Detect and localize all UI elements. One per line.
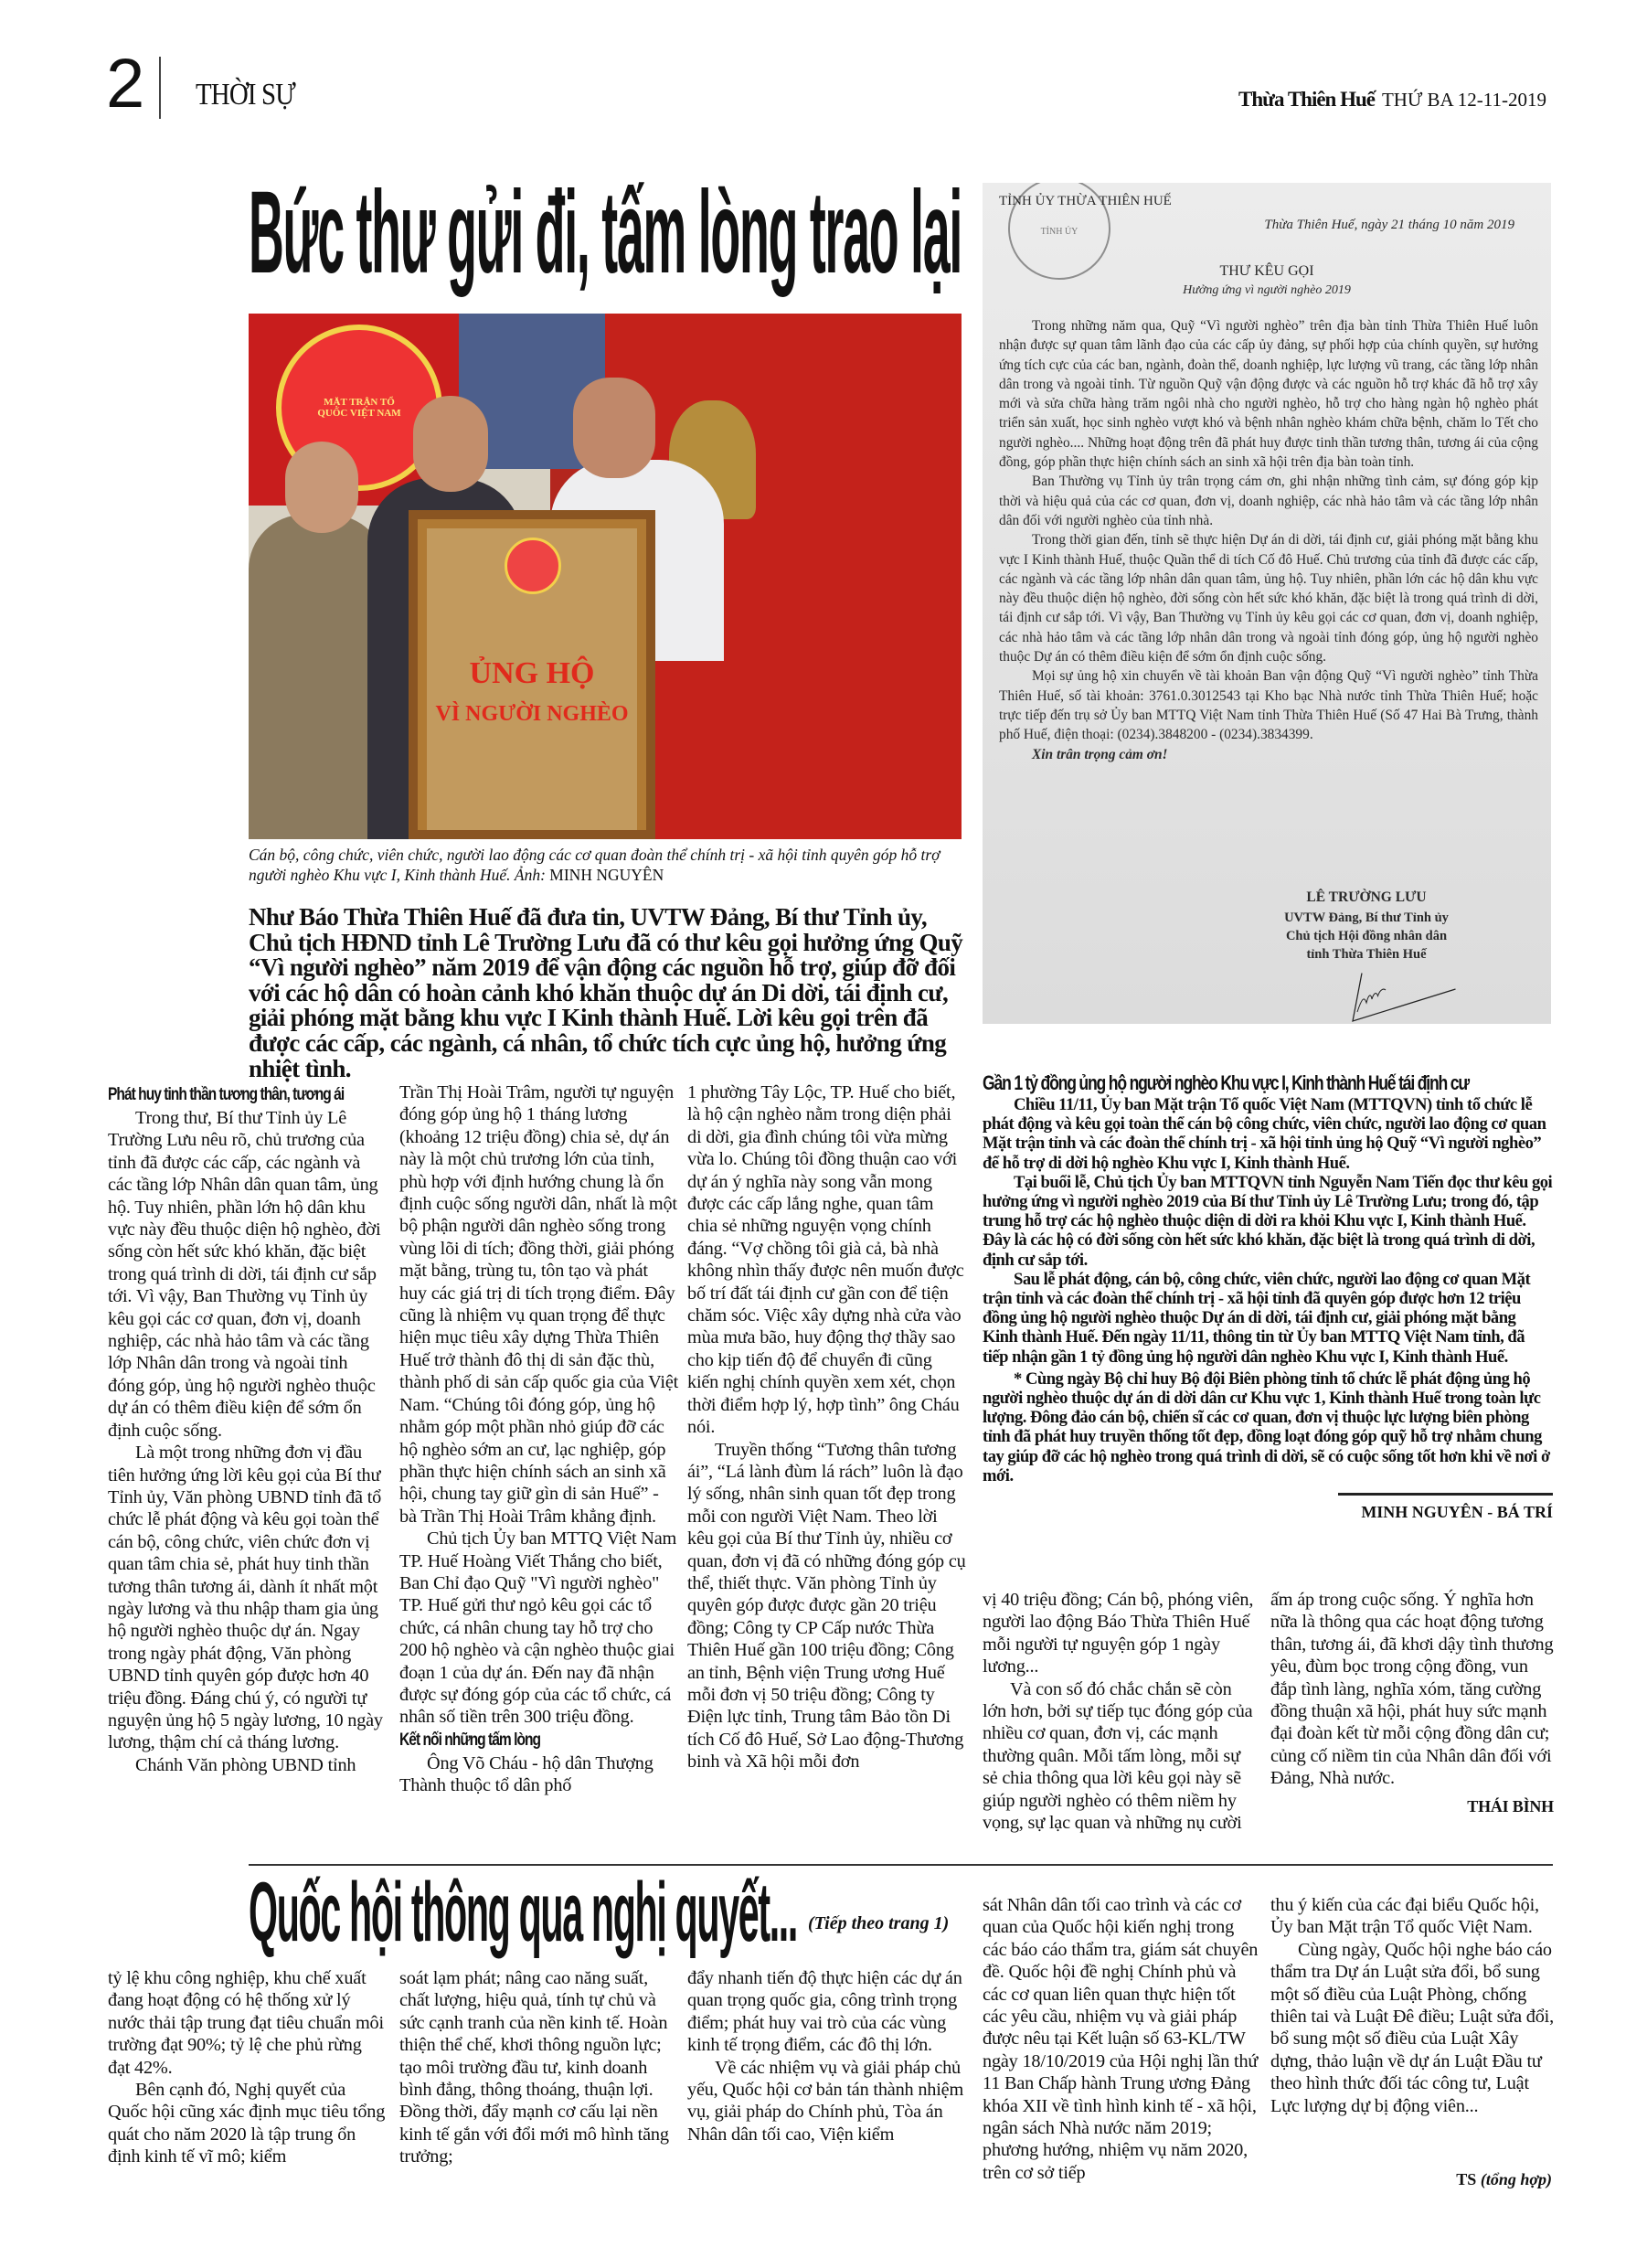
photo-credit: MINH NGUYÊN <box>549 866 664 884</box>
handwritten-signature <box>1284 971 1522 1024</box>
paragraph: Trần Thị Hoài Trâm, người tự nguyện đóng góp ủng hộ 1 tháng lương (khoảng 12 triệu đồng) chia sẻ, dự án này là một chủ trương lớn của tỉnh, phù hợp với định hướng chung là ổn định cuộc sống người dân, nhất là một bộ phận người dân nghèo sống trong vùng lõi di tích; đồng thời, giải phóng mặt bằng, trùng tu, tôn tạo và phát huy các giá trị di tích trọng điểm. Đây cũng là nhiệm vụ quan trọng để thực hiện mục tiêu xây dựng Thừa Thiên Huế trở thành đô thị di sản đặc thù, thành phố di sản cấp quốc gia của Việt Nam. “Chúng tôi đóng góp, ủng hộ nhằm góp một phần nhỏ giúp đỡ các hộ nghèo sớm an cư, lạc nghiệp, góp phần thực hiện chính sách an sinh xã hội, chung tay giữ gìn di sản Huế” - bà Trần Thị Hoài Trâm khẳng định. <box>399 1082 679 1527</box>
article2-title <box>249 1866 962 1959</box>
ballot-box-logo <box>505 538 561 594</box>
sidebar-paragraph: Chiều 11/11, Ủy ban Mặt trận Tổ quốc Việt Nam (MTTQVN) tỉnh tổ chức lễ phát động và kêu gọi toàn thể cán bộ công chức, viên chức, người lao động cơ quan Mặt trận tỉnh và các đoàn thể chính trị - xã hội tỉnh ủng hộ Quỹ “Vì người nghèo” để hỗ trợ di dời hộ nghèo Khu vực I, Kinh thành Huế. <box>983 1095 1546 1173</box>
paragraph: Về các nhiệm vụ và giải pháp chủ yếu, Quốc hội cơ bản tán thành nhiệm vụ, giải pháp do Chính phủ, Tòa án Nhân dân tối cao, Viện kiểm <box>687 2057 964 2145</box>
caption-text: Cán bộ, công chức, viên chức, người lao động các cơ quan đoàn thể chính trị - xã hội tỉnh quyên góp hỗ trợ người nghèo Khu vực I, Kinh thành Huế. Ảnh: <box>249 846 940 884</box>
letter-paragraph: Ban Thường vụ Tỉnh ủy trân trọng cám ơn, ghi nhận những tình cảm, sự đóng góp kịp thời và hiệu quả của các cơ quan, đơn vị, doanh nghiệp, các nhà hảo tâm và các tầng lớp nhân dân đối với người nghèo của tỉnh nhà. <box>999 474 1538 528</box>
front-logo-text: MẶT TRẬN TỔ QUỐC VIỆT NAM <box>317 397 401 419</box>
article2-column-3 <box>687 1967 967 2146</box>
sidebar-byline: MINH NGUYÊN - BÁ TRÍ <box>1361 1503 1553 1522</box>
page-number-divider <box>159 57 161 119</box>
byline-note: (tổng hợp) <box>1480 2170 1552 2188</box>
paragraph: sát Nhân dân tối cao trình và các cơ quan của Quốc hội kiến nghị trong các báo cáo thẩm tra, giám sát chuyên đề. Quốc hội đề nghị Chính phủ và các cơ quan liên quan thực hiện tốt các yêu cầu, nhiệm vụ và giải pháp được nêu tại Kết luận số 63-KL/TW ngày 18/10/2019 của Hội nghị lần thứ 11 Ban Chấp hành Trung ương Đảng khóa XII về tình hình kinh tế - xã hội, ngân sách Nhà nước năm 2019; phương hướng, nhiệm vụ năm 2020, trên cơ sở tiếp <box>983 1895 1259 2183</box>
sidebar-news-box <box>983 1071 1553 1522</box>
letter-paragraph: Trong những năm qua, Quỹ “Vì người nghèo” trên địa bàn tỉnh Thừa Thiên Huế luôn nhận được sự quan tâm lãnh đạo của các cấp ủy đảng, sự phối hợp của chính quyền, sự hưởng ứng tích cực của các ban, ngành, đoàn thể, doanh nghiệp, lực lượng vũ trang, các tầng lớp nhân dân trong và ngoài tỉnh. Từ nguồn Quỹ vận động được và các nguồn hỗ trợ khác đã hỗ trợ xây mới và sửa chữa hàng trăm ngôi nhà cho người nghèo, hỗ trợ cho hàng ngàn hộ nghèo phát triển sản xuất, học sinh nghèo vượt khó và bệnh nhân nghèo khám chữa bệnh, chăm lo Tết cho người nghèo.... Những hoạt động trên đã phát huy được tinh thần tương thân, tương ái của cộng đồng, góp phần thực hiện chính sách an sinh xã hội trên địa bàn toàn tỉnh. <box>999 318 1538 471</box>
paragraph: đẩy nhanh tiến độ thực hiện các dự án quan trọng quốc gia, công trình trọng điểm; phát huy vai trò của các vùng kinh tế trọng điểm, các đô thị lớn. <box>687 1968 962 2056</box>
body-column-3 <box>687 1081 967 1773</box>
continued-from-note[interactable]: (Tiếp theo trang 1) <box>808 1913 950 1933</box>
subheading: Kết nối những tấm lòng <box>399 1730 541 1750</box>
ballot-box-text-1: ỦNG HỘ <box>469 656 595 690</box>
letter-thanks: Xin trân trọng cảm ơn! <box>1032 746 1168 762</box>
section-name: THỜI SỰ <box>196 78 295 112</box>
paragraph: tỷ lệ khu công nghiệp, khu chế xuất đang hoạt động có hệ thống xử lý nước thải tập trung đạt tiêu chuẩn môi trường đạt 90%; tỷ lệ che phủ rừng đạt 42%. <box>108 1968 384 2078</box>
letter-paragraph: Trong thời gian đến, tỉnh sẽ thực hiện Dự án di dời, tái định cư, giải phóng mặt bằng khu vực I Kinh thành Huế, thuộc Quần thể di tích Cố đô Huế. Chủ trương của tỉnh đã được các cấp, các ngành và các tầng lớp nhân dân quan tâm, ủng hộ. Tuy nhiên, phần lớn các hộ dân khu vực này đều thuộc diện hộ nghèo, đời sống còn hết sức khó khăn, đặc biệt là trong quá trình di dời, tái định cư sắp tới. Vì vậy, Ban Thường vụ Tỉnh ủy kêu gọi các cơ quan, đơn vị, doanh nghiệp, các nhà hảo tâm và các tầng lớp nhân dân trong và ngoài tỉnh đóng góp, ủng hộ người nghèo thuộc Dự án có thêm điều kiện để sớm ổn định cuộc sống. <box>999 532 1538 665</box>
paragraph: Chủ tịch Ủy ban MTTQ Việt Nam TP. Huế Hoàng Viết Thắng cho biết, Ban Chỉ đạo Quỹ "Vì người nghèo" TP. Huế gửi thư ngỏ kêu gọi các tổ chức, cá nhân chung tay hỗ trợ cho 200 hộ nghèo và cận nghèo thuộc giai đoạn 1 của dự án. Đến nay đã nhận được sự đóng góp của các tổ chức, cá nhân số tiền trên 300 triệu đồng. <box>399 1528 677 1728</box>
paragraph: thu ý kiến của các đại biểu Quốc hội, Ủy ban Mặt trận Tổ quốc Việt Nam. <box>1270 1895 1539 1938</box>
paragraph: soát lạm phát; nâng cao năng suất, chất lượng, hiệu quả, tính tự chủ và sức cạnh tranh của nền kinh tế. Hoàn thiện thể chế, khơi thông nguồn lực; tạo môi trường đầu tư, kinh doanh bình đẳng, thông thoáng, thuận lợi. Đồng thời, đẩy mạnh cơ cấu lại nền kinh tế gắn với đổi mới mô hình tăng trưởng; <box>399 1968 669 2167</box>
article2-column-1 <box>108 1967 388 2168</box>
sidebar-paragraph: Tại buổi lễ, Chủ tịch Ủy ban MTTQVN tỉnh Nguyễn Nam Tiến đọc thư kêu gọi hưởng ứng vì người nghèo 2019 của Bí thư Tỉnh ủy Lê Trường Lưu; trong đó, tập trung hỗ trợ các hộ nghèo thuộc diện di dời ra khỏi Khu vực I, Kinh thành Huế. Đây là các hộ có đời sống còn hết sức khó khăn, đặc biệt là trong quá trình di dời, định cư sắp tới. <box>983 1172 1553 1270</box>
body-column-4 <box>983 1589 1257 1834</box>
article-title-text: Bức thư gửi đi, tấm lòng trao lại <box>249 167 962 298</box>
body-column-1 <box>108 1083 388 1776</box>
paragraph: Trong thư, Bí thư Tỉnh ủy Lê Trường Lưu nêu rõ, chủ trương của tỉnh đã được các cấp, các ngành và các tầng lớp Nhân dân quan tâm, ủng hộ. Tuy nhiên, phần lớn hộ dân khu vực này đều thuộc diện hộ nghèo, đời sống còn hết sức khó khăn, đặc biệt trong quá trình di dời, tái định cư sắp tới. Vì vậy, Ban Thường vụ Tỉnh ủy kêu gọi các cơ quan, đơn vị, doanh nghiệp, các nhà hảo tâm và các tầng lớp Nhân dân trong và ngoài tỉnh đóng góp, ủng hộ người nghèo thuộc dự án có thêm điều kiện để sớm ổn định cuộc sống. <box>108 1108 381 1441</box>
article2-byline <box>1456 2170 1552 2189</box>
paragraph: Truyền thống “Tương thân tương ái”, “Lá lành đùm lá rách” luôn là đạo lý sống, nhân sinh quan tốt đẹp trong mỗi con người Việt Nam. Theo lời kêu gọi của Bí thư Tỉnh ủy, nhiều cơ quan, đơn vị đã có những đóng góp cụ thể, thiết thực. Văn phòng Tỉnh ủy quyên góp được được gần 20 triệu đồng; Công ty CP Cấp nước Thừa Thiên Huế gần 100 triệu đồng; Công an tỉnh, Bệnh viện Trung ương Huế mỗi đơn vị 50 triệu đồng; Công ty Điện lực tỉnh, Trung tâm Bảo tồn Di tích Cố đô Huế, Sở Lao động-Thương binh và Xã hội mỗi đơn <box>687 1439 966 1773</box>
letter-date: Thừa Thiên Huế, ngày 21 tháng 10 năm 2019 <box>1264 218 1514 232</box>
article-photo <box>249 314 962 839</box>
letter-subtitle: Hưởng ứng vì người nghèo 2019 <box>1183 283 1351 297</box>
sidebar-paragraph: Sau lễ phát động, cán bộ, công chức, viên chức, người lao động cơ quan Mặt trận tỉnh và các đoàn thể chính trị - xã hội tỉnh đã quyên góp được hơn 12 triệu đồng ủng hộ người nghèo thuộc Dự án di dời, tái định cư, giải phóng mặt bằng Kinh thành Huế. Đến ngày 11/11, thông tin từ Ủy ban MTTQ Việt Nam tỉnh, đã tiếp nhận gần 1 tỷ đồng ủng hộ người dân nghèo Khu vực I, Kinh thành Huế. <box>983 1269 1531 1367</box>
ballot-box-text-2: VÌ NGƯỜI NGHÈO <box>435 702 629 726</box>
article2-title-text: Quốc hội thông qua nghị quyết... <box>249 1866 797 1959</box>
paragraph: Cùng ngày, Quốc hội nghe báo cáo thẩm tra Dự án Luật sửa đổi, bổ sung một số điều của Luật Phòng, chống thiên tai và Luật Đê điều; Luật sửa đổi, bổ sung một số điều của Luật Xây dựng, thảo luận về dự án Luật Đầu tư theo hình thức đối tác công tư, Luật Lực lượng dự bị động viên... <box>1270 1939 1554 2116</box>
letter-org: TỈNH ỦY THỪA THIÊN HUẾ <box>999 194 1172 208</box>
signer-title: UVTW Đảng, Bí thư Tỉnh ủy <box>1284 910 1449 925</box>
body-column-2 <box>399 1081 679 1797</box>
article-title <box>249 167 962 298</box>
page-number: 2 <box>106 45 145 122</box>
paragraph: 1 phường Tây Lộc, TP. Huế cho biết, là hộ cận nghèo nằm trong diện phải di dời, gia đình chúng tôi vừa mừng vừa lo. Chúng tôi đồng thuận cao với dự án ý nghĩa này song vẫn mong được các cấp lắng nghe, quan tâm chia sẻ những nguyện vọng chính đáng. “Vợ chồng tôi già cả, bà nhà không nhìn thấy được nên muốn được bố trí đất tái định cư gần con để tiện chăm sóc. Việc xây dựng nhà cửa vào mùa mưa bão, huy động thợ thầy sao cho kịp tiến độ để chuyển đi cũng kiến nghị chính quyền xem xét, chọn thời điểm hợp lý, hợp tình” ông Cháu nói. <box>687 1082 964 1438</box>
paragraph: Ông Võ Cháu - hộ dân Thượng Thành thuộc tổ dân phố <box>399 1752 653 1796</box>
paragraph: Bên cạnh đó, Nghị quyết của Quốc hội cũng xác định mục tiêu tổng quát cho năm 2020 là tập trung ổn định kinh tế vĩ mô; kiểm <box>108 2080 386 2167</box>
letter-title: THƯ KÊU GỌI <box>1219 263 1314 279</box>
seal-stamp: TỈNH ỦY <box>1008 183 1110 280</box>
paragraph: vị 40 triệu đồng; Cán bộ, phóng viên, người lao động Báo Thừa Thiên Huế mỗi người tự nguyện góp 1 ngày lương... <box>983 1590 1254 1677</box>
byline: THÁI BÌNH <box>1467 1796 1554 1815</box>
signer-title: Chủ tịch Hội đồng nhân dân <box>1285 929 1448 943</box>
signer-name: LÊ TRƯỜNG LƯU <box>1306 889 1427 905</box>
masthead <box>1238 88 1546 112</box>
article2-column-5 <box>1270 1894 1554 2117</box>
article-lead: Như Báo Thừa Thiên Huế đã đưa tin, UVTW Đảng, Bí thư Tỉnh ủy, Chủ tịch HĐND tỉnh Lê Trường Lưu đã có thư kêu gọi hưởng ứng Quỹ “Vì người nghèo” năm 2019 để vận động các nguồn hỗ trợ, giúp đỡ đối với các hộ dân có hoàn cảnh khó khăn thuộc dự án Di dời, tái định cư, giải phóng mặt bằng khu vực I Kinh thành Huế. Lời kêu gọi trên đã được các cấp, các ngành, cá nhân, tổ chức tích cực ủng hộ, hưởng ứng nhiệt tình. <box>249 903 963 1082</box>
photo-caption <box>249 845 971 885</box>
person-middle-head <box>413 396 488 492</box>
letter-body <box>999 316 1538 764</box>
article2-column-4 <box>983 1894 1262 2184</box>
body-column-5 <box>1270 1589 1554 1817</box>
letter-signature-block <box>1257 889 1476 964</box>
ballot-box <box>409 510 655 839</box>
subheading: Phát huy tinh thần tương thân, tương ái <box>108 1085 345 1104</box>
appeal-letter-image <box>983 183 1551 1024</box>
person-left <box>249 515 386 839</box>
issue-date: THỨ BA 12-11-2019 <box>1381 89 1546 111</box>
sidebar-heading: Gần 1 tỷ đồng ủng hộ người nghèo Khu vực I, Kinh thành Huế tái định cư <box>983 1071 1469 1094</box>
sidebar-paragraph: * Cùng ngày Bộ chỉ huy Bộ đội Biên phòng tỉnh tổ chức lễ phát động ủng hộ người nghèo thuộc dự án di dời dân cư Khu vực 1, Kinh thành Huế trong toàn lực lượng. Đông đảo cán bộ, chiến sĩ các cơ quan, đơn vị thuộc lực lượng biên phòng tỉnh đã phát huy truyền thống tốt đẹp, đồng loạt đóng góp quỹ hỗ trợ nhằm chung tay giúp đỡ các hộ nghèo trong quá trình di dời, sẽ có cuộc sống tốt hơn khi về nơi ở mới. <box>983 1368 1550 1485</box>
paragraph: Là một trong những đơn vị đầu tiên hưởng ứng lời kêu gọi của Bí thư Tỉnh ủy, Văn phòng UBND tỉnh đã tổ chức lễ phát động và kêu gọi toàn thể cán bộ, công chức, viên chức đơn vị quan tâm chia sẻ, phát huy tinh thần tương thân tương ái, dành ít nhất một ngày lương và thu nhập tham gia ủng hộ người nghèo thuộc dự án. Ngay trong ngày phát động, Văn phòng UBND tỉnh quyên góp được hơn 40 triệu đồng. Đáng chú ý, có người tự nguyện ủng hộ 5 ngày lương, 10 ngày lương, thậm chí cả tháng lương. <box>108 1443 383 1753</box>
person-left-head <box>285 442 358 533</box>
paragraph: Chánh Văn phòng UBND tỉnh <box>135 1754 356 1775</box>
sidebar-divider <box>1338 1493 1553 1496</box>
signer-title: tỉnh Thừa Thiên Huế <box>1306 947 1427 962</box>
byline-author: TS <box>1456 2170 1477 2188</box>
article2-column-2 <box>399 1967 679 2168</box>
paragraph: Và con số đó chắc chắn sẽ còn lớn hơn, bởi sự tiếp tục đóng góp của nhiều cơ quan, đơn vị, các mạnh thường quân. Mỗi tấm lòng, mỗi sự sẻ chia thông qua lời kêu gọi này sẽ giúp người nghèo có thêm niềm hy vọng, sự lạc quan và những nụ cười <box>983 1678 1253 1834</box>
paper-name: Thừa Thiên Huế <box>1238 88 1375 111</box>
letter-paragraph: Mọi sự ủng hộ xin chuyển về tài khoản Ban vận động Quỹ “Vì người nghèo” tỉnh Thừa Thiên Huế, số tài khoản: 3761.0.3012543 tại Kho bạc Nhà nước tỉnh Thừa Thiên Huế; hoặc trực tiếp đến trụ sở Ủy ban MTTQ Việt Nam tỉnh Thừa Thiên Huế (Số 47 Hai Bà Trưng, thành phố Huế, điện thoại: (0234).3848200 - (0234).3834399. <box>999 668 1538 743</box>
person-right-head <box>573 378 655 478</box>
paragraph: ấm áp trong cuộc sống. Ý nghĩa hơn nữa là thông qua các hoạt động tương thân, tương ái, đã khơi dậy tình thương yêu, đùm bọc trong cộng đồng, vun đắp tình làng, nghĩa xóm, tăng cường đồng thuận xã hội, phát huy sức mạnh đại đoàn kết từ mỗi cộng đồng dân cư; củng cố niềm tin của Nhân dân đối với Đảng, Nhà nước. <box>1270 1590 1554 1789</box>
